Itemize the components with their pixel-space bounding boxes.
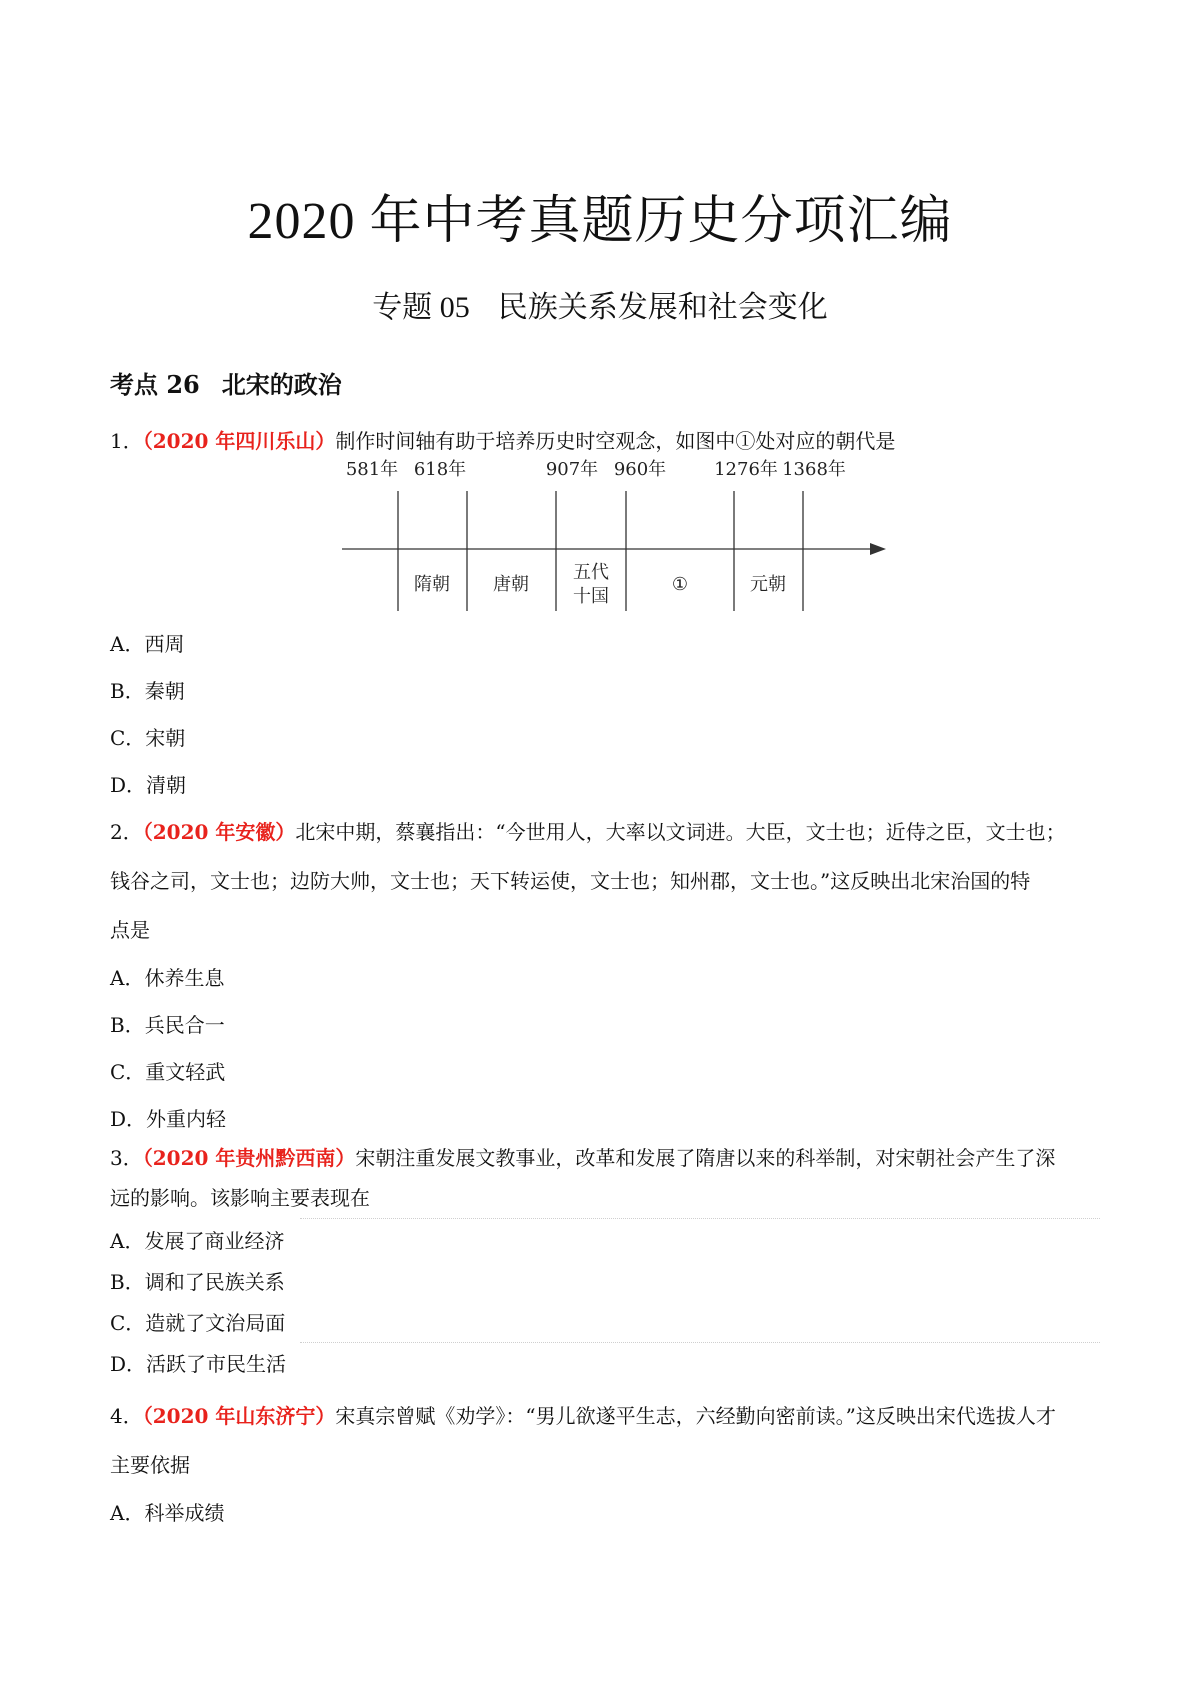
- timeline-period-label: 五代: [573, 562, 609, 583]
- answer-option: A．休养生息: [110, 966, 225, 990]
- question-text-line: 远的影响。该影响主要表现在: [110, 1186, 370, 1210]
- answer-option: A．发展了商业经济: [110, 1229, 285, 1253]
- question-source: （2020 年四川乐山）: [142, 429, 336, 453]
- document-title: 2020 年中考真题历史分项汇编: [247, 193, 953, 250]
- subtitle-topic: 专题 05: [372, 291, 470, 324]
- answer-option: C．造就了文治局面: [110, 1311, 286, 1335]
- timeline-year-label: 1276年: [714, 459, 778, 480]
- answer-option: D．清朝: [110, 773, 187, 797]
- question-source: （2020 年山东济宁）: [142, 1404, 336, 1428]
- timeline-year-label: 907年: [545, 459, 599, 480]
- dotted-rule: [300, 1342, 1100, 1343]
- timeline-period-label: 唐朝: [493, 574, 529, 595]
- question-2-stem: [110, 816, 1066, 845]
- timeline-year-label: 581年: [345, 459, 399, 480]
- question-number: 2．: [110, 820, 143, 844]
- answer-option: C．重文轻武: [110, 1060, 226, 1084]
- question-text-line: 宋真宗曾赋《劝学》：“男儿欲遂平生志，六经勤向密前读。”这反映出宋代选拔人才: [335, 1404, 1056, 1428]
- question-3-stem: [110, 1142, 1055, 1171]
- timeline-year-label: 618年: [413, 459, 467, 480]
- timeline-period-label: 元朝: [750, 574, 786, 595]
- timeline-arrowhead: [870, 543, 886, 555]
- section-name: 北宋的政治: [221, 370, 342, 399]
- answer-option: A．科举成绩: [110, 1501, 225, 1525]
- question-text-line: 点是: [110, 918, 150, 942]
- document-subtitle: [0, 282, 1200, 326]
- timeline-year-label: 1368年: [782, 459, 846, 480]
- answer-option: B．调和了民族关系: [110, 1270, 285, 1294]
- answer-option: B．秦朝: [110, 679, 185, 703]
- question-number: 1．: [110, 429, 143, 453]
- question-source: （2020 年贵州黔西南）: [142, 1146, 356, 1170]
- dotted-rule: [300, 1218, 1100, 1219]
- question-text-line: 北宋中期，蔡襄指出：“今世用人，大率以文词进。大臣，文士也；近侍之臣，文士也；: [295, 820, 1066, 844]
- section-label: 考点 26: [110, 370, 200, 399]
- section-heading: [110, 365, 342, 400]
- question-4-stem: [110, 1400, 1056, 1429]
- question-1-stem: [110, 425, 895, 454]
- timeline-year-label: 960年: [613, 459, 667, 480]
- answer-option: A．西周: [110, 632, 185, 656]
- timeline-figure: [330, 455, 890, 615]
- timeline-period-label: ①: [671, 574, 689, 595]
- answer-option: B．兵民合一: [110, 1013, 225, 1037]
- subtitle-name: 民族关系发展和社会变化: [497, 291, 828, 324]
- answer-option: C．宋朝: [110, 726, 186, 750]
- timeline-period-label: 十国: [573, 586, 609, 607]
- question-text-line: 主要依据: [110, 1453, 190, 1477]
- question-source: （2020 年安徽）: [142, 820, 296, 844]
- answer-option: D．活跃了市民生活: [110, 1352, 287, 1376]
- answer-option: D．外重内轻: [110, 1107, 227, 1131]
- question-number: 4．: [110, 1404, 143, 1428]
- question-text-line: 宋朝注重发展文教事业，改革和发展了隋唐以来的科举制，对宋朝社会产生了深: [355, 1146, 1056, 1170]
- question-text-line: 制作时间轴有助于培养历史时空观念，如图中①处对应的朝代是: [335, 429, 896, 453]
- timeline-period-label: 隋朝: [414, 574, 450, 595]
- question-number: 3．: [110, 1146, 143, 1170]
- question-text-line: 钱谷之司，文士也；边防大帅，文士也；天下转运使，文士也；知州郡，文士也。”这反映出北宋治国的特: [110, 869, 1031, 893]
